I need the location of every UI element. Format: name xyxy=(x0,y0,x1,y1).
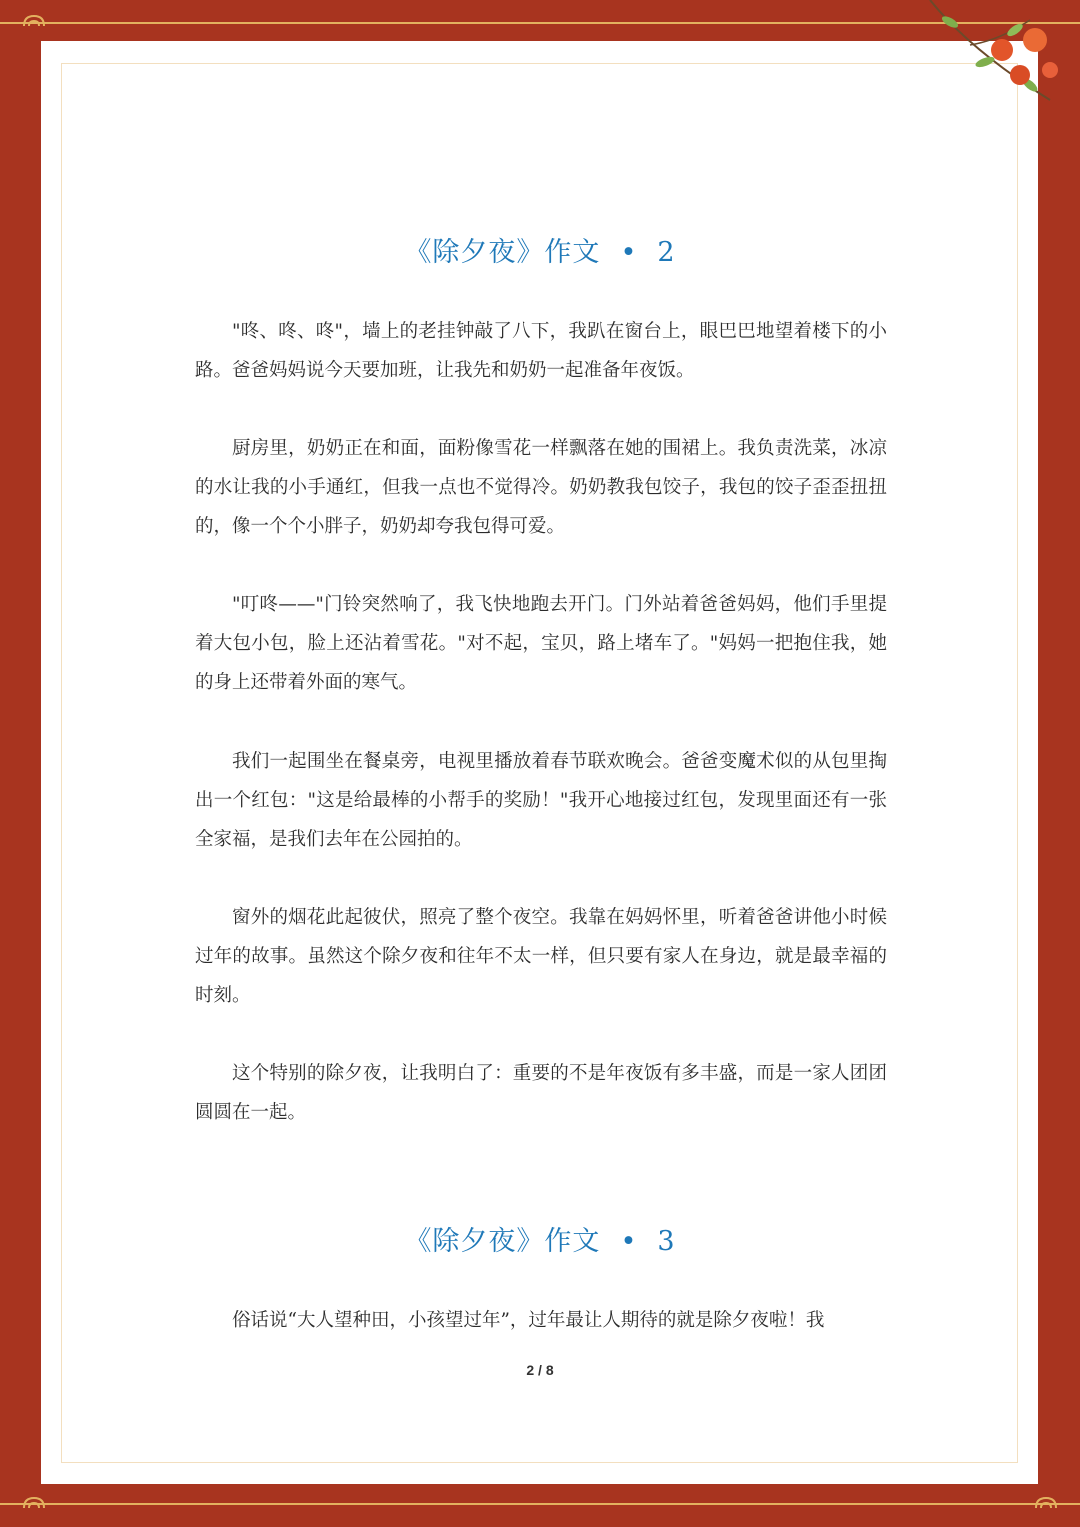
paragraph: 这个特别的除夕夜，让我明白了：重要的不是年夜饭有多丰盛，而是一家人团团圆圆在一起。 xyxy=(195,1063,887,1123)
persimmon-branch-icon xyxy=(910,0,1060,120)
paragraph: "叮咚——"门铃突然响了，我飞快地跑去开门。门外站着爸爸妈妈，他们手里提着大包小包，脸上还沾着雪花。"对不起，宝贝，路上堵车了。"妈妈一把抱住我，她的身上还带着外面的寒气。 xyxy=(195,594,887,693)
paragraph: 我们一起围坐在餐桌旁，电视里播放着春节联欢晚会。爸爸变魔术似的从包里掏出一个红包："这是给最棒的小帮手的奖励！"我开心地接过红包，发现里面还有一张全家福，是我们去年在公园拍的。 xyxy=(195,751,887,850)
title-text: 《除夕夜》作文 xyxy=(404,237,601,268)
title-text: 《除夕夜》作文 xyxy=(404,1226,601,1257)
title-number: 2 xyxy=(657,237,676,268)
paragraph: 窗外的烟花此起彼伏，照亮了整个夜空。我靠在妈妈怀里，听着爸爸讲他小时候过年的故事。虽然这个除夕夜和往年不太一样，但只要有家人在身边，就是最幸福的时刻。 xyxy=(195,907,887,1006)
title-separator: • xyxy=(620,237,638,268)
title-number: 3 xyxy=(657,1226,676,1257)
paragraph: "咚、咚、咚"，墙上的老挂钟敲了八下，我趴在窗台上，眼巴巴地望着楼下的小路。爸爸妈妈说今天要加班，让我先和奶奶一起准备年夜饭。 xyxy=(195,321,887,381)
paragraph: 俗话说“大人望种田，小孩望过年”，过年最让人期待的就是除夕夜啦！我 xyxy=(232,1310,825,1331)
cloud-ornament-icon xyxy=(1034,1496,1058,1510)
section-3-title xyxy=(0,1219,1080,1258)
paragraph: 厨房里，奶奶正在和面，面粉像雪花一样飘落在她的围裙上。我负责洗菜，冰凉的水让我的小手通红，但我一点也不觉得冷。奶奶教我包饺子，我包的饺子歪歪扭扭的，像一个个小胖子，奶奶却夸我包得可爱。 xyxy=(195,438,887,537)
cloud-ornament-icon xyxy=(22,14,46,28)
title-separator: • xyxy=(620,1226,638,1257)
section-2-title xyxy=(0,230,1080,269)
cloud-ornament-icon xyxy=(22,1496,46,1510)
page-number: 2 / 8 xyxy=(526,1362,554,1378)
gold-border-line-bottom xyxy=(0,1503,1080,1505)
